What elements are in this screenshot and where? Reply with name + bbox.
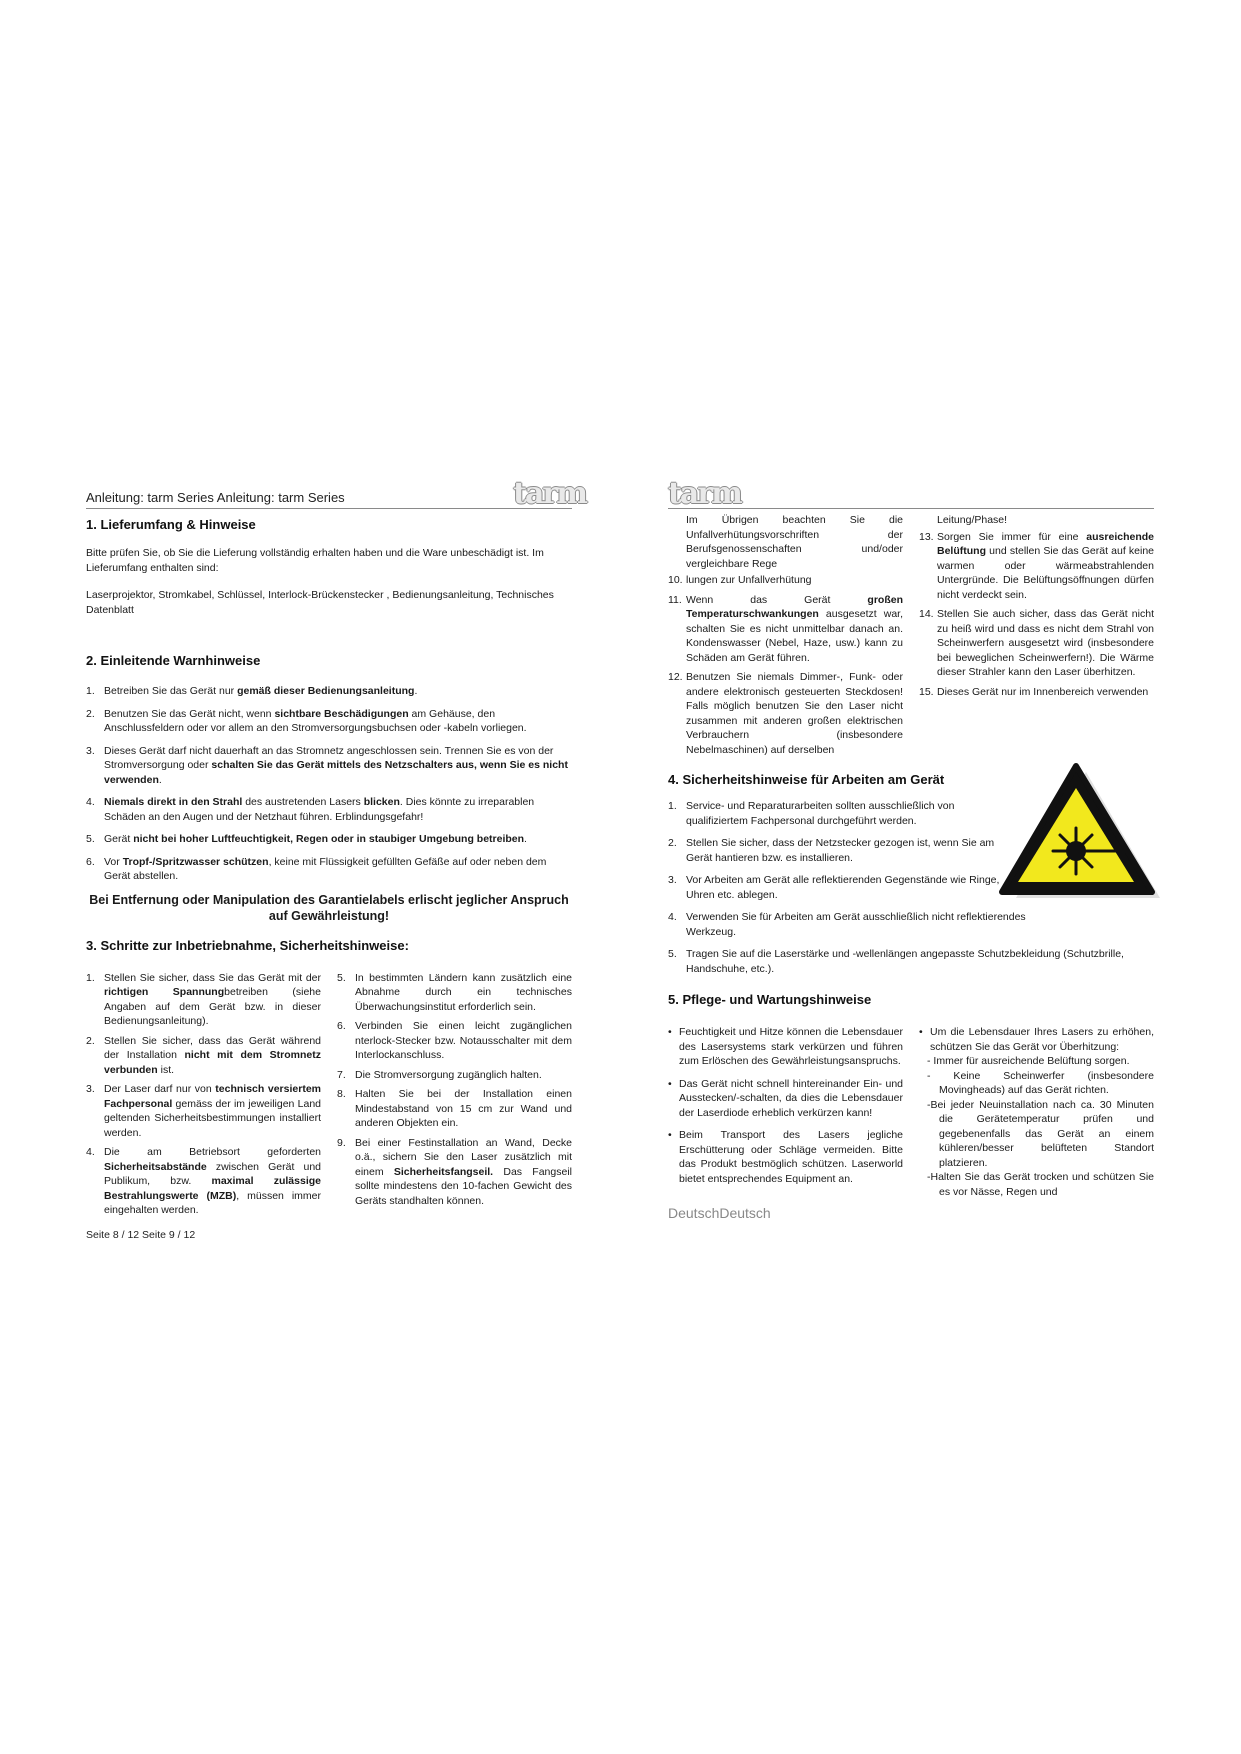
list-item: Im Übrigen beachten Sie die Unfallverhütungsvorschriften der Berufsgenossenschaften und/oder vergleichbare Rege [686,514,903,570]
tarm-logo: tarm [513,476,586,511]
list-item: 1. Betreiben Sie das Gerät nur gemäß dieser Bedienungsanleitung. [86,685,418,697]
list-item: 2. Stellen Sie sicher, dass der Netzstecker gezogen ist, wenn Sie am Gerät hantieren bzw. es installieren. [668,837,995,864]
page-footer: Seite 8 / 12 Seite 9 / 12 [86,1228,196,1241]
section-5-column-1 [668,1025,903,1199]
list-item: 4. Die am Betriebsort geforderten Sicherheitsabstände zwischen Gerät und Publikum, bzw. maximal zulässige Bestrahlungswerte (MZB), müssen immer eingehalten werden. [86,1146,321,1216]
section-5-columns [668,1025,1154,1199]
list-item: 6. Verbinden Sie einen leicht zugänglichen nterlock-Stecker bzw. Notausschalter mit dem Interlockanschluss. [337,1020,572,1061]
list-item: 11. Wenn das Gerät großen Temperaturschwankungen ausgesetzt war, schalten Sie es nicht unmittelbar danach an. Kondenswasser (Nebel, Haze, usw.) kann zu Schäden am Gerät führen. [668,593,903,664]
page-footer-language: DeutschDeutsch [668,1205,771,1221]
list-item: • Beim Transport des Lasers jegliche Erschütterung oder Schläge vermeiden. Bitte das Produkt bestmöglich schützen. Laserworld bietet entsprechendes Equipment an. [668,1128,903,1186]
list-item: 2. Stellen Sie sicher, dass das Gerät während der Installation nicht mit dem Stromnetz verbunden ist. [86,1034,321,1076]
warranty-warning: Bei Entfernung oder Manipulation des Garantielabels erlischt jeglicher Anspruch auf Gewährleistung! [89,892,569,923]
list-item: 3. Vor Arbeiten am Gerät alle reflektierenden Gegenstände wie Ringe, Uhren etc. ablegen. [668,874,1000,901]
section-1-contents: Laserprojektor, Stromkabel, Schlüssel, Interlock-Brückenstecker , Bedienungsanleitung, Technisches Datenblatt [86,589,554,616]
section-4-title: 4. Sicherheitshinweise für Arbeiten am Gerät [668,772,945,787]
list-item: -Halten Sie das Gerät trocken und schützen Sie es vor Nässe, Regen und [927,1171,1154,1198]
list-item: 10. lungen zur Unfallverhütung [668,574,812,586]
left-page [86,476,586,1241]
list-item: 5. Gerät nicht bei hoher Luftfeuchtigkeit, Regen oder in staubiger Umgebung betreiben. [86,833,527,845]
list-item: 9. Bei einer Festinstallation an Wand, Decke o.ä., sichern Sie den Laser zusätzlich mit einem Sicherheitsfangseil. Das Fangseil sollte mindestens den 10-fachen Gewicht des Geräts standhalten können. [337,1136,572,1207]
list-item: - Keine Scheinwerfer (insbesondere Movingheads) auf das Gerät richten. [927,1069,1154,1096]
list-item: • Um die Lebensdauer Ihres Lasers zu erhöhen, schützen Sie das Gerät vor Überhitzung: [919,1025,1154,1054]
list-item: 4. Niemals direkt in den Strahl des austretenden Lasers blicken. Dies könnte zu irreparablen Schäden an den Augen und der Netzhaut führen. Erblindungsgefahr! [86,796,535,823]
list-item: 4. Verwenden Sie für Arbeiten am Gerät ausschließlich nicht reflektierendes Werkzeug. [668,911,1026,938]
list-item: 3. Dieses Gerät darf nicht dauerhaft an das Stromnetz angeschlossen sein. Trennen Sie es von der Stromversorgung oder schalten Sie das Gerät mittels des Netzschalters aus, wenn Sie es nicht verwenden. [86,744,568,786]
list-item: 13. Sorgen Sie immer für eine ausreichende Belüftung und stellen Sie das Gerät auf keine warmen oder wärmeabstrahlenden Untergründe. Die Belüftungsöffnungen dürfen nicht verdeckt sein. [919,530,1154,601]
continued-columns [668,513,1154,762]
list-item: • Das Gerät nicht schnell hintereinander Ein- und Ausstecken/-schalten, da dies die Lebensdauer der Laserdiode erheblich verkürzen kann! [668,1077,903,1121]
list-item: 3. Der Laser darf nur von technisch versiertem Fachpersonal gemäss der im jeweiligen Land geltenden Sicherheitsbestimmungen installiert werden. [86,1083,321,1139]
list-item: 2. Benutzen Sie das Gerät nicht, wenn sichtbare Beschädigungen am Gehäuse, den Anschlussfeldern oder vor allem an den Stromversorgungsbuchsen oder -kabeln vorliegen. [86,707,527,734]
section-2-title: 2. Einleitende Warnhinweise [86,653,261,668]
section-4 [668,762,1154,976]
list-item: 1. Stellen Sie sicher, dass Sie das Gerät mit der richtigen Spannungbetreiben (siehe Angaben auf dem Gerät bzw. in dieser Bedienungsanleitung). [86,971,321,1027]
list-item: 8. Halten Sie bei der Installation einen Mindestabstand von 15 cm zur Wand und anderen Objekten ein. [337,1088,572,1129]
section-3-column-1 [86,971,321,1223]
list-item: 6. Vor Tropf-/Spritzwasser schützen, keine mit Flüssigkeit gefüllten Gefäße auf oder neben dem Gerät abstellen. [86,855,547,882]
continued-column-2 [919,513,1154,762]
section-3-column-2 [337,971,572,1223]
laser-warning-icon [994,760,1164,910]
section-5-title: 5. Pflege- und Wartungshinweise [668,992,872,1007]
continued-column-1 [668,513,903,762]
list-item: 1. Service- und Reparaturarbeiten sollten ausschließlich von qualifiziertem Fachpersonal durchgeführt werden. [668,800,955,827]
list-item: 5. Tragen Sie auf die Laserstärke und -wellenlängen angepasste Schutzbekleidung (Schutzbrille, Handschuhe, etc.). [668,948,1124,975]
section-3-title: 3. Schritte zur Inbetriebnahme, Sicherheitshinweise: [86,937,409,953]
list-item: Leitung/Phase! [937,514,1008,526]
list-item: 14. Stellen Sie auch sicher, dass das Gerät nicht zu heiß wird und dass es nicht dem Strahl von Scheinwerfern ausgesetzt wird (insbesondere bei beweglichen Scheinwerfern!). Die Wärme dieser Strahler kann den Laser überhitzen. [919,608,1154,678]
section-1-title: 1. Lieferumfang & Hinweise [86,517,256,532]
list-item: 7. Die Stromversorgung zugänglich halten. [337,1068,542,1081]
right-page [668,478,1154,1221]
list-item: 12. Benutzen Sie niemals Dimmer-, Funk- oder andere elektronisch gesteuerten Steckdosen! Falls möglich benutzen Sie den Laser nicht zusammen mit anderen großen elektrischen Verbrauchern (insbesondere Nebelmaschinen) auf derselben [668,671,903,756]
list-item: -Bei jeder Neuinstallation nach ca. 30 Minuten die Gerätetemperatur prüfen und gegebenenfalls das Gerät an einem kühleren/besser belüfteten Standort platzieren. [927,1098,1154,1169]
section-2-list [86,684,572,884]
section-3-columns [86,971,572,1223]
tarm-logo: tarm [668,476,741,511]
header-title: Anleitung: tarm Series Anleitung: tarm Series [86,490,345,505]
list-item: • Feuchtigkeit und Hitze können die Lebensdauer des Lasersystems stark verkürzen und führen zum Erlöschen des Gewährleistungsanspruchs. [668,1025,903,1069]
list-item: - Immer für ausreichende Belüftung sorgen. [927,1055,1130,1067]
section-5-dash-list [919,1054,1154,1199]
left-page-header [86,476,586,511]
section-1-intro: Bitte prüfen Sie, ob Sie die Lieferung vollständig erhalten haben und die Ware unbeschädigt ist. Im Lieferumfang enthalten sind: [86,547,544,574]
right-page-header [668,478,1154,509]
section-5-column-2 [919,1025,1154,1199]
section-5-bullet-list [919,1025,1154,1054]
list-item: 15. Dieses Gerät nur im Innenbereich verwenden [919,685,1149,698]
list-item: 5. In bestimmten Ländern kann zusätzlich eine Abnahme durch ein technisches Überwachungsinstitut erforderlich sein. [337,971,572,1013]
